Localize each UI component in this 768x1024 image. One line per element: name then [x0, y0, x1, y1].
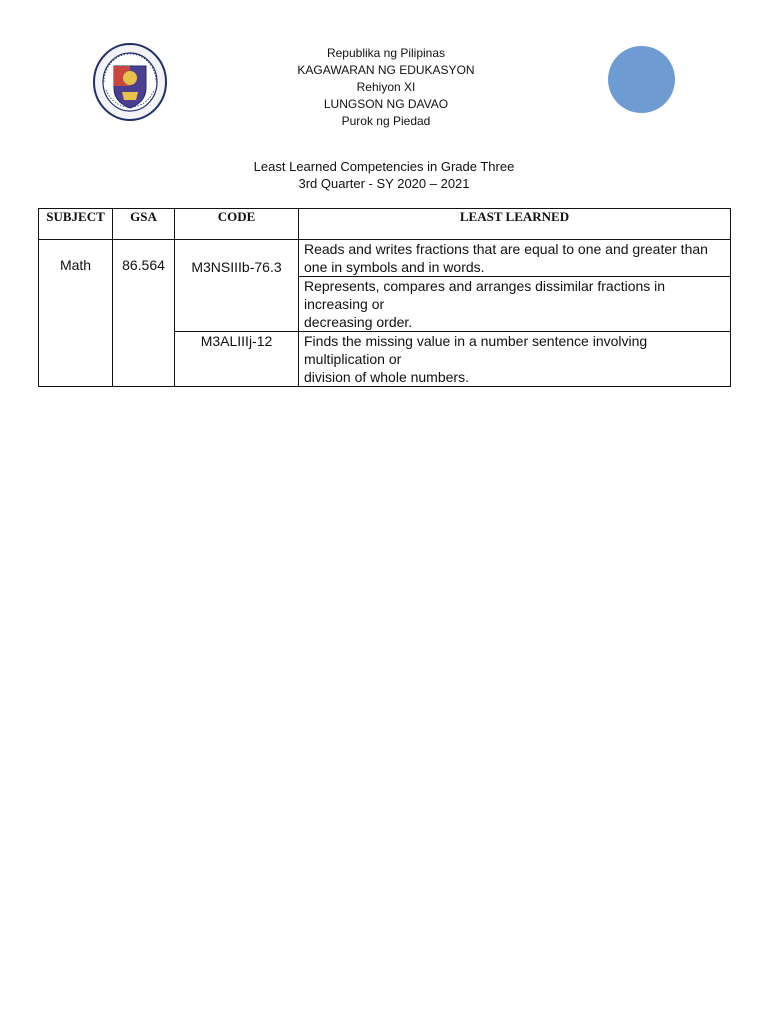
- subject-cell: Math: [39, 240, 113, 387]
- table-header-row: [39, 209, 731, 240]
- competency-text: Represents, compares and arranges dissimilar fractions in increasing or: [304, 278, 666, 312]
- competency-text-continued: division of whole numbers.: [304, 369, 469, 385]
- least-learned-table: [38, 208, 731, 387]
- header-least-learned: LEAST LEARNED: [299, 209, 731, 240]
- deped-seal-icon: [92, 42, 168, 122]
- header-subject: SUBJECT: [39, 209, 113, 240]
- code-cell: M3NSIIIb-76.3: [175, 240, 299, 332]
- letterhead-line-department: KAGAWARAN NG EDUKASYON: [297, 63, 475, 77]
- header-code: CODE: [175, 209, 299, 240]
- competency-text-continued: decreasing order.: [304, 314, 413, 330]
- letterhead-line-region: Rehiyon XI: [356, 80, 416, 94]
- letterhead-line-purok: Purok ng Piedad: [341, 114, 431, 128]
- document-titles: [150, 158, 618, 192]
- competency-text: Finds the missing value in a number sentence involving multiplication or: [304, 333, 648, 367]
- competency-cell: [299, 277, 731, 332]
- competency-cell: [299, 332, 731, 387]
- blue-circle-logo: [608, 46, 675, 113]
- code-cell: M3ALIIIj-12: [175, 332, 299, 387]
- header-gsa: GSA: [113, 209, 175, 240]
- letterhead-line-city: LUNGSON NG DAVAO: [323, 97, 449, 111]
- document-title: Least Learned Competencies in Grade Three: [253, 159, 515, 174]
- table-row: [39, 240, 731, 277]
- letterhead: [200, 45, 572, 130]
- competency-cell: [299, 240, 731, 277]
- letterhead-line-republic: Republika ng Pilipinas: [326, 46, 446, 60]
- competency-text: Reads and writes fractions that are equal to one and greater than one in symbols and in words.: [304, 241, 708, 275]
- document-subtitle: 3rd Quarter - SY 2020 – 2021: [298, 176, 470, 191]
- gsa-cell: 86.564: [113, 240, 175, 387]
